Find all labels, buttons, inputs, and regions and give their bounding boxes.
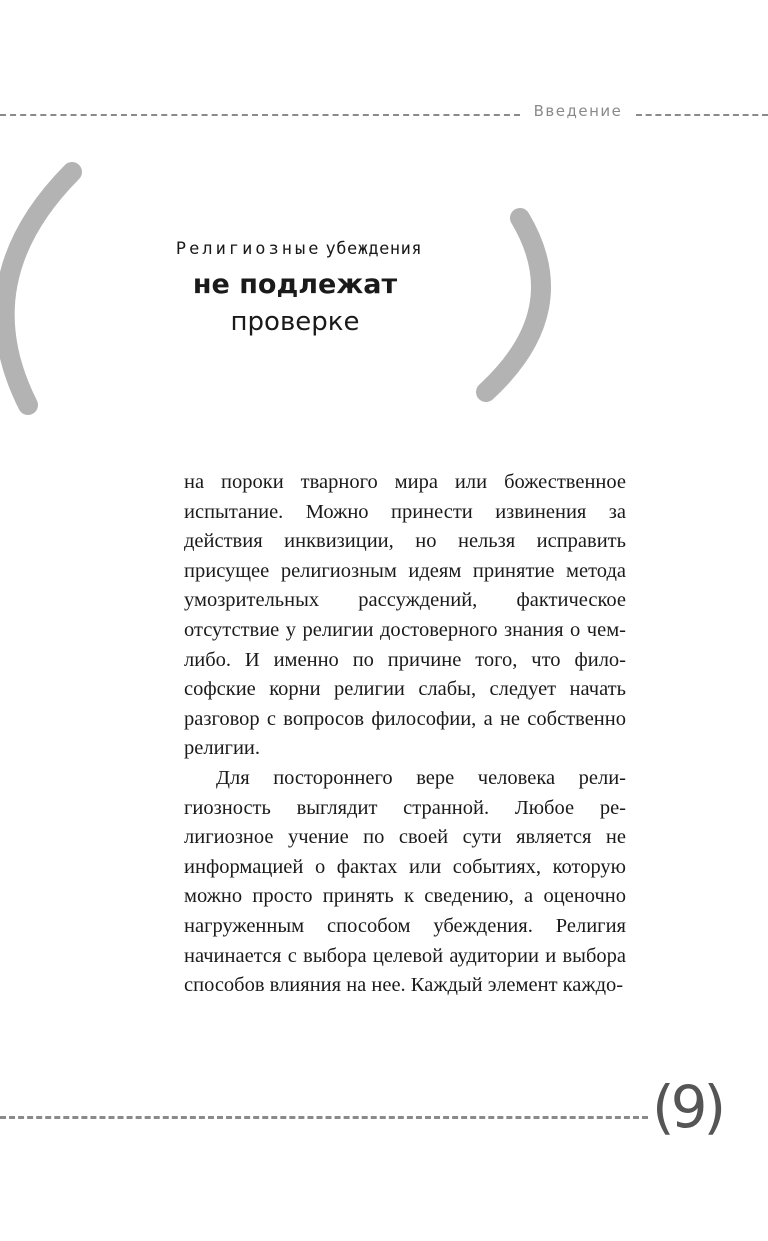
pull-quote-line-2-bold: не подлежат: [192, 269, 398, 300]
body-text: [184, 468, 626, 1001]
body-paragraph-2: Для постороннего вере человека религиозность выглядит странной. Любое религиозное учение по своей сути является не информацией о фактах или событиях, которую можно просто принять к сведению, а оценочно нагруженным способом убеждения. Религия начинается с выбора целевой аудитории и выбора способов влияния на нее. Каждый элемент каждо-: [184, 766, 626, 997]
pull-quote-line-3: проверке: [230, 307, 360, 337]
pull-quote-word-religious: Религиозные: [175, 239, 322, 259]
pull-quote-word-beliefs: убеждения: [325, 239, 423, 259]
left-parenthesis-shape: [5, 172, 72, 405]
pull-quote: [80, 232, 500, 340]
header-dashed-rule-left: [0, 114, 520, 116]
header-dashed-rule-right: [636, 114, 768, 116]
footer-dashed-rule: [0, 1116, 648, 1119]
pull-quote-line-1: [98, 232, 500, 266]
body-paragraph-1: на пороки тварного мира или божественное испытание. Можно принести извинения за действия инквизиции, но нельзя исправить присущее религиозным идеям принятие метода умозрительных рассуждений, фактическое отсутствие у религии достоверного знания о чем-либо. И именно по причине того, что философские корни религии слабы, следует начать разговор с вопросов философии, а не собственно религии.: [184, 471, 626, 760]
running-header-section-title: Введение: [533, 102, 623, 120]
page-number: (9): [652, 1073, 723, 1141]
